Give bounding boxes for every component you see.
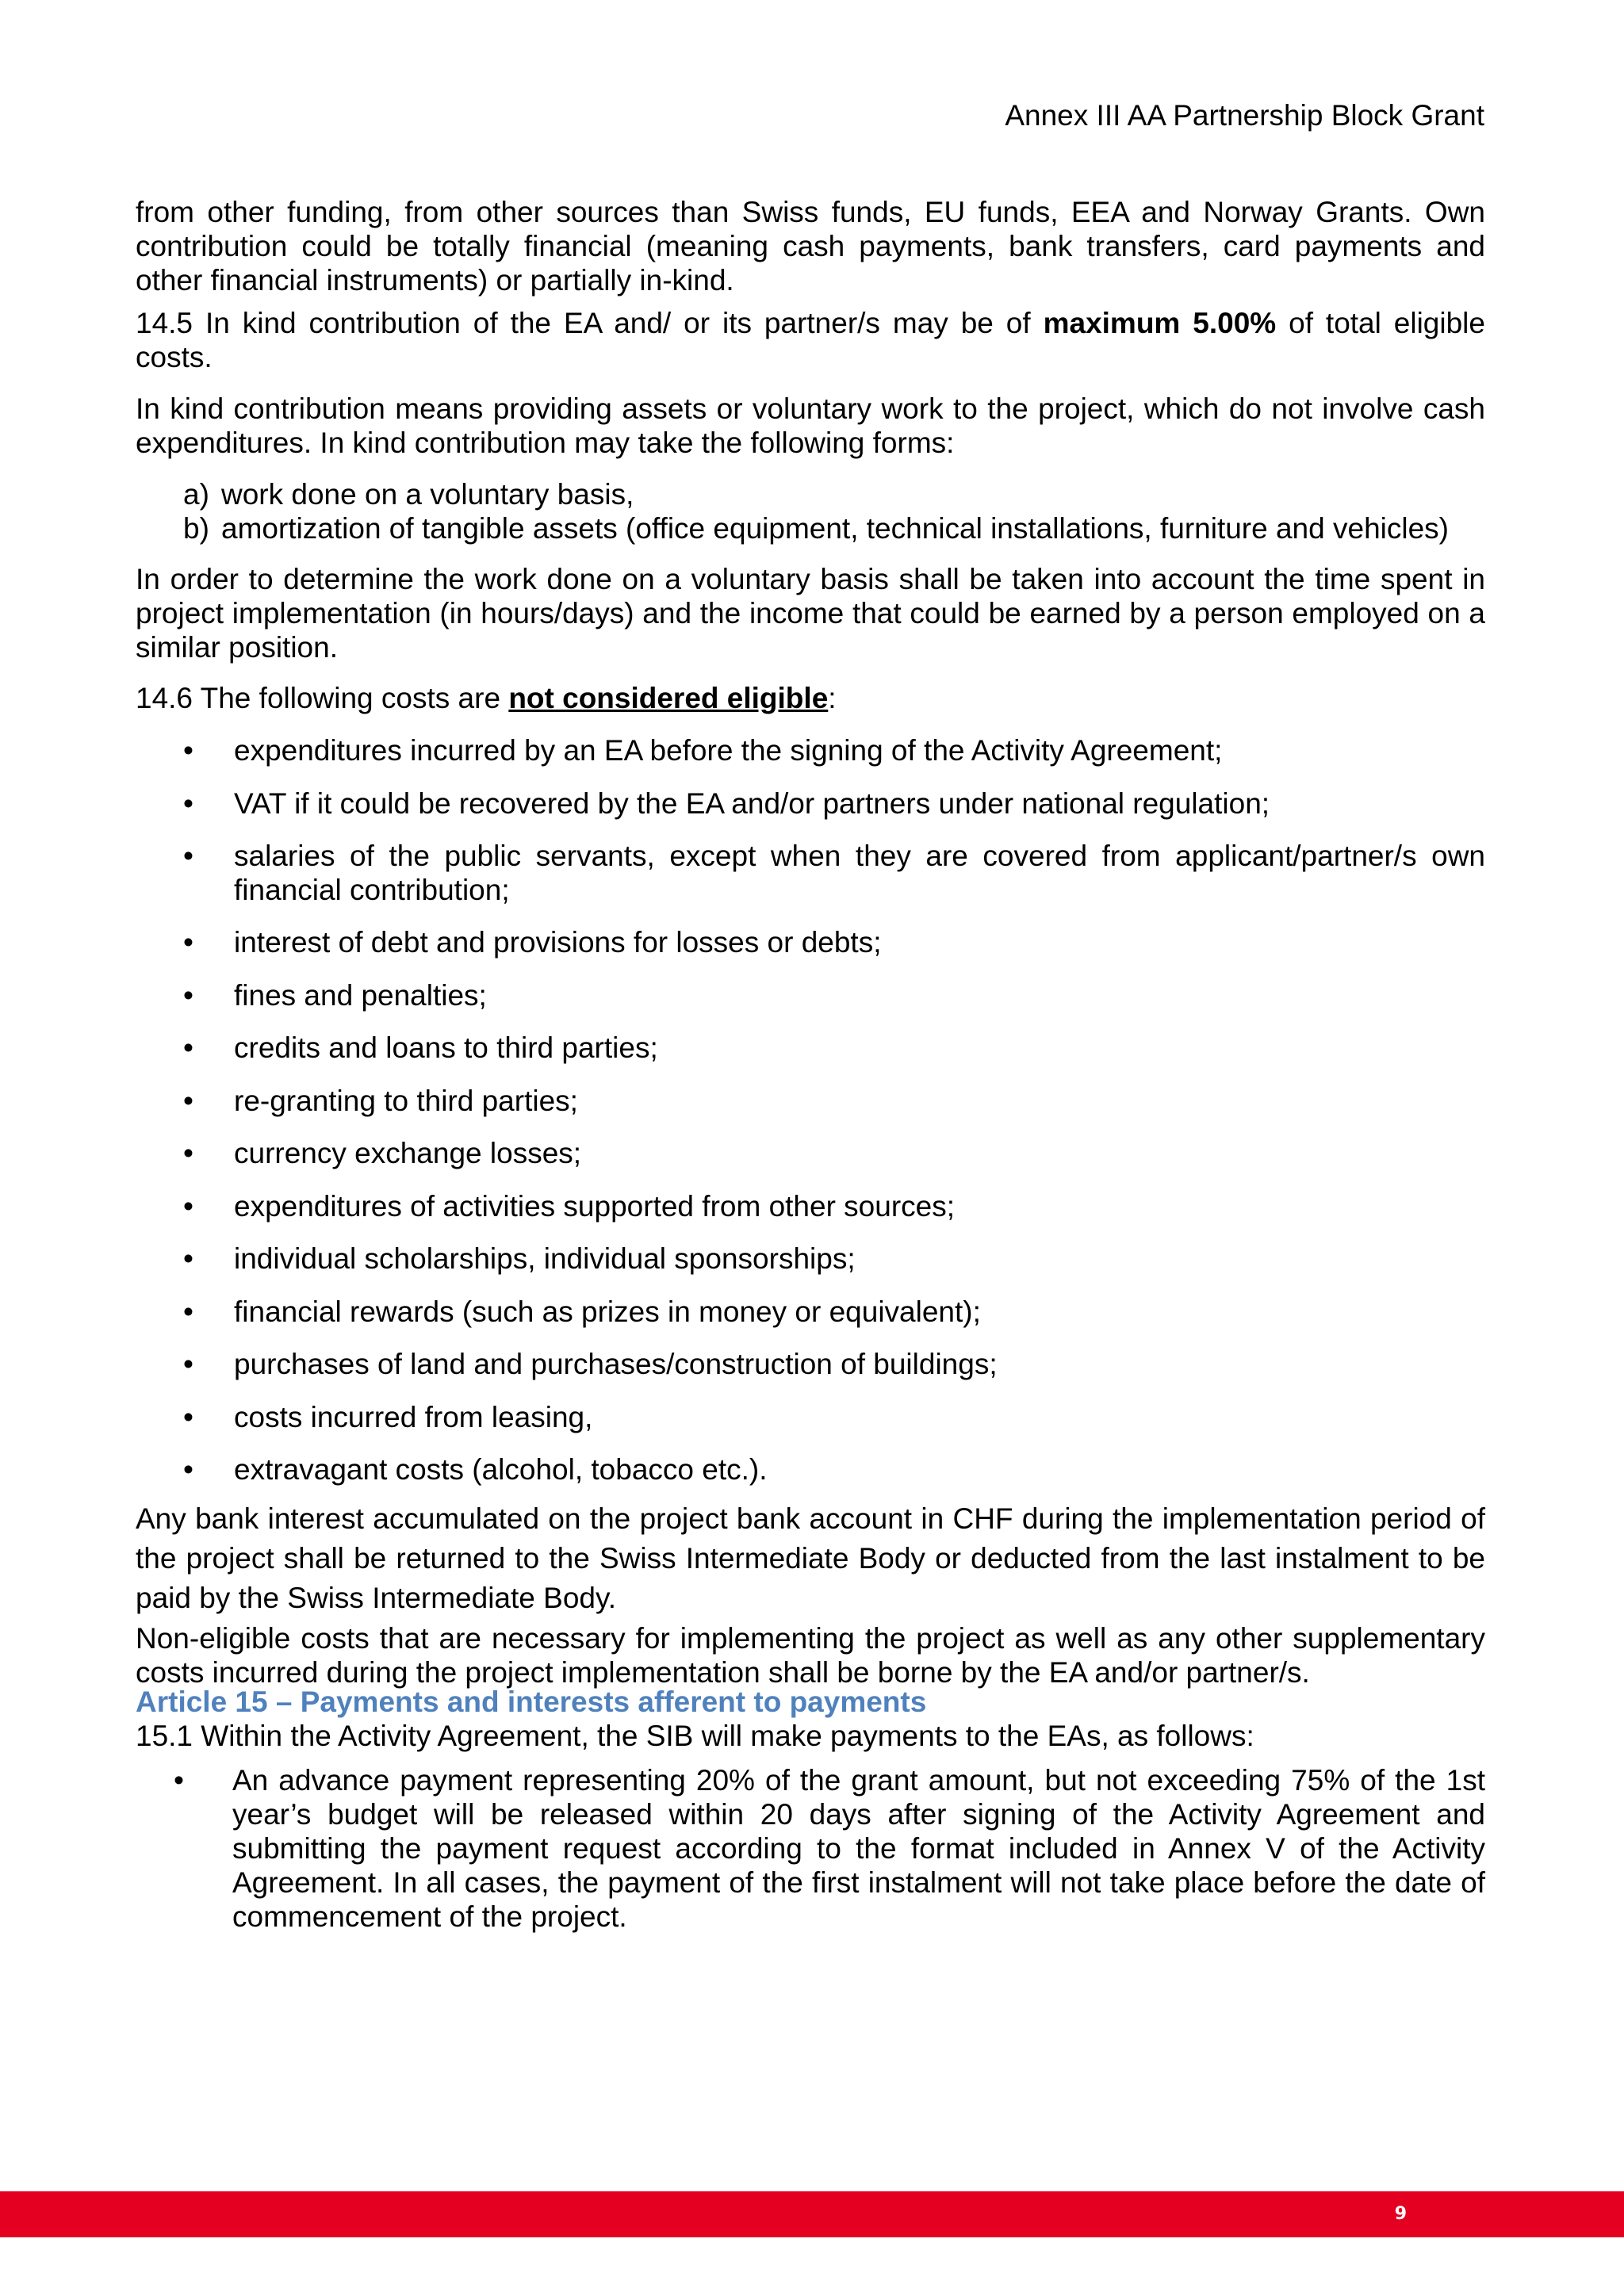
- list-item-text: salaries of the public servants, except when they are covered from applicant/partner/s own financial contribution;: [234, 840, 1485, 906]
- list-item: [136, 925, 1485, 959]
- section-14-5-text: 14.5 In kind contribution of the EA and/ or its partner/s may be of: [136, 307, 1044, 339]
- document-body: [136, 195, 1485, 1934]
- bullet-icon: •: [183, 1031, 193, 1064]
- bullet-icon: •: [183, 1189, 193, 1223]
- in-kind-definition: In kind contribution means providing assets or voluntary work to the project, which do not involve cash expenditures. In kind contribution may take the following forms:: [136, 392, 1485, 459]
- section-14-6-tail: :: [828, 682, 837, 714]
- list-item-text: VAT if it could be recovered by the EA and/or partners under national regulation;: [234, 786, 1270, 820]
- list-item-text: An advance payment representing 20% of the grant amount, but not exceeding 75% of the 1st year’s budget will be released within 20 days after signing of the Activity Agreement and submitting the payment request according to the format included in Annex V of the Activity Agreement. In all cases, the payment of the first instalment will not take place before the date of commencement of the project.: [232, 1763, 1485, 1933]
- bullet-icon: •: [174, 1763, 184, 1797]
- in-kind-form-a: [183, 477, 1485, 511]
- bank-interest-paragraph: Any bank interest accumulated on the project bank account in CHF during the implementation period of the project shall be returned to the Swiss Intermediate Body or deducted from the last instalment to be paid by the Swiss Intermediate Body.: [136, 1502, 1485, 1614]
- bullet-icon: •: [183, 1137, 193, 1169]
- bullet-icon: •: [183, 1453, 193, 1486]
- section-14-6-emphasis: not considered eligible: [508, 682, 829, 714]
- list-item-text: credits and loans to third parties;: [234, 1031, 658, 1064]
- footer-band: [0, 2191, 1624, 2237]
- bullet-icon: •: [183, 978, 193, 1012]
- list-label: b): [183, 512, 209, 545]
- article-15-heading: Article 15 – Payments and interests afferent to payments: [136, 1685, 927, 1718]
- section-14-6: [136, 681, 1485, 733]
- list-item: [136, 1242, 1485, 1276]
- list-item: [136, 839, 1485, 907]
- list-item: [136, 1347, 1485, 1381]
- list-item-text: financial rewards (such as prizes in money or equivalent);: [234, 1295, 981, 1328]
- list-item: [136, 1084, 1485, 1118]
- section-14-5: [136, 306, 1485, 392]
- list-item: [136, 1452, 1485, 1487]
- intro-paragraph: from other funding, from other sources than Swiss funds, EU funds, EEA and Norway Grants. Own contribution could be totally financial (meaning cash payments, bank transfers, card payments and other financial instruments) or partially in-kind.: [136, 196, 1485, 297]
- list-item-text: purchases of land and purchases/construction of buildings;: [234, 1348, 998, 1380]
- list-item-text: re-granting to third parties;: [234, 1084, 578, 1117]
- list-item-text: work done on a voluntary basis,: [221, 478, 634, 511]
- page-number: 9: [1394, 2204, 1407, 2224]
- bullet-icon: •: [183, 1400, 193, 1433]
- list-item-text: amortization of tangible assets (office equipment, technical installations, furniture and vehicles): [221, 512, 1449, 545]
- list-item: [136, 1031, 1485, 1065]
- page-header-title: Annex III AA Partnership Block Grant: [1005, 99, 1484, 132]
- in-kind-form-b: [183, 511, 1485, 562]
- bullet-icon: •: [183, 734, 193, 767]
- bullet-icon: •: [183, 1084, 193, 1117]
- section-14-6-text: 14.6 The following costs are: [136, 682, 509, 714]
- section-15-1: 15.1 Within the Activity Agreement, the SIB will make payments to the EAs, as follows:: [136, 1719, 1254, 1752]
- list-item: [136, 1189, 1485, 1223]
- bullet-icon: •: [183, 840, 193, 872]
- list-item: [136, 786, 1485, 821]
- bullet-icon: •: [183, 926, 193, 959]
- list-item-text: fines and penalties;: [234, 978, 487, 1012]
- list-item-text: expenditures incurred by an EA before the signing of the Activity Agreement;: [234, 734, 1223, 767]
- list-item: [136, 1400, 1485, 1434]
- voluntary-work-paragraph: In order to determine the work done on a voluntary basis shall be taken into account the time spent in project implementation (in hours/days) and the income that could be earned by a person employed on a similar position.: [136, 563, 1485, 664]
- payment-list-item: [136, 1763, 1485, 1934]
- list-item: [136, 1295, 1485, 1329]
- list-item-text: currency exchange losses;: [234, 1137, 582, 1169]
- list-item: [136, 733, 1485, 767]
- list-item-text: costs incurred from leasing,: [234, 1400, 593, 1433]
- section-14-5-tail: of total eligible costs.: [136, 307, 1485, 373]
- bullet-icon: •: [183, 786, 193, 820]
- list-item-text: extravagant costs (alcohol, tobacco etc.).: [234, 1453, 768, 1486]
- list-item: [136, 1136, 1485, 1170]
- list-item: [136, 978, 1485, 1012]
- list-item-text: interest of debt and provisions for losses or debts;: [234, 926, 882, 959]
- list-item-text: expenditures of activities supported from other sources;: [234, 1189, 956, 1223]
- bullet-icon: •: [183, 1295, 193, 1328]
- bullet-icon: •: [183, 1348, 193, 1380]
- ineligible-costs-list: [136, 733, 1485, 1487]
- bullet-icon: •: [183, 1242, 193, 1275]
- list-label: a): [183, 478, 209, 511]
- list-item-text: individual scholarships, individual sponsorships;: [234, 1242, 856, 1275]
- section-14-5-bold: maximum 5.00%: [1043, 307, 1277, 339]
- non-eligible-paragraph: Non-eligible costs that are necessary for implementing the project as well as any other supplementary costs incurred during the project implementation shall be borne by the EA and/or partner/s.: [136, 1621, 1485, 1689]
